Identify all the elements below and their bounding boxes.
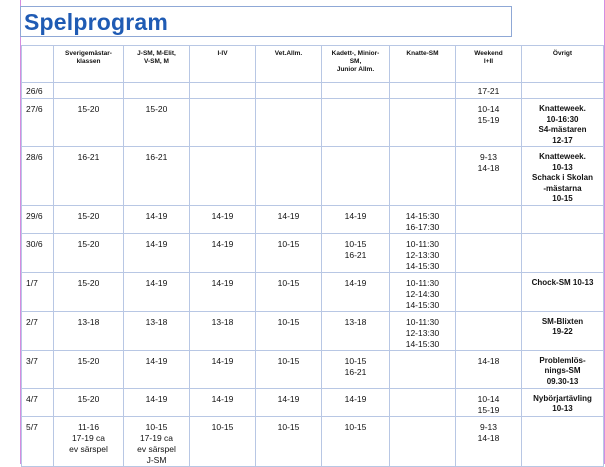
time-cell: 14-19 xyxy=(124,272,190,311)
schedule-row xyxy=(22,311,604,350)
title-box xyxy=(20,6,512,37)
time-cell xyxy=(190,99,256,147)
time-cell: 14-19 xyxy=(190,205,256,233)
time-cell xyxy=(390,416,456,466)
schedule-row xyxy=(22,416,604,466)
time-cell xyxy=(390,99,456,147)
column-header: J-SM, M-Elit, V-SM, M xyxy=(124,46,190,83)
schedule-row xyxy=(22,205,604,233)
date-cell: 3/7 xyxy=(22,350,54,388)
date-cell: 2/7 xyxy=(22,311,54,350)
date-cell: 27/6 xyxy=(22,99,54,147)
time-cell xyxy=(322,99,390,147)
schedule-row xyxy=(22,233,604,272)
time-cell xyxy=(522,233,604,272)
time-cell: 10-14 15-19 xyxy=(456,99,522,147)
time-cell: 10-11:30 12-13:30 14-15:30 xyxy=(390,311,456,350)
column-header: Övrigt xyxy=(522,46,604,83)
time-cell: 14-19 xyxy=(322,205,390,233)
column-header: Kadett-, Minior- SM, Junior Allm. xyxy=(322,46,390,83)
header-row xyxy=(22,46,604,83)
time-cell: Knatteweek. 10-16:30 S4-mästaren 12-17 xyxy=(522,99,604,147)
time-cell: 14-19 xyxy=(124,233,190,272)
time-cell xyxy=(456,272,522,311)
schedule-row xyxy=(22,83,604,99)
time-cell: 17-21 xyxy=(456,83,522,99)
time-cell: 15-20 xyxy=(54,99,124,147)
schedule-row xyxy=(22,350,604,388)
time-cell: Chock-SM 10-13 xyxy=(522,272,604,311)
time-cell: 10-15 xyxy=(256,233,322,272)
time-cell: 13-18 xyxy=(124,311,190,350)
schedule-table xyxy=(21,45,604,467)
schedule-row xyxy=(22,99,604,147)
time-cell: 15-20 xyxy=(54,233,124,272)
time-cell: 14-19 xyxy=(256,388,322,416)
time-cell: 10-15 17-19 ca ev särspel J-SM xyxy=(124,416,190,466)
date-cell: 26/6 xyxy=(22,83,54,99)
time-cell xyxy=(124,83,190,99)
time-cell: 10-15 xyxy=(256,350,322,388)
time-cell xyxy=(322,147,390,206)
time-cell: 10-14 15-19 xyxy=(456,388,522,416)
time-cell xyxy=(256,83,322,99)
column-header: Sverigemästar- klassen xyxy=(54,46,124,83)
time-cell: 10-15 16-21 xyxy=(322,233,390,272)
time-cell: 14-19 xyxy=(190,233,256,272)
column-header: I-IV xyxy=(190,46,256,83)
time-cell: 16-21 xyxy=(54,147,124,206)
time-cell: SM-Blixten 19-22 xyxy=(522,311,604,350)
date-cell: 28/6 xyxy=(22,147,54,206)
time-cell: 13-18 xyxy=(54,311,124,350)
time-cell: 13-18 xyxy=(322,311,390,350)
time-cell: Problemlös- nings-SM 09.30-13 xyxy=(522,350,604,388)
time-cell: 13-18 xyxy=(190,311,256,350)
schedule-row xyxy=(22,388,604,416)
time-cell: 10-15 xyxy=(190,416,256,466)
time-cell: 14-19 xyxy=(322,388,390,416)
time-cell: 14-15:30 16-17:30 xyxy=(390,205,456,233)
time-cell: 9-13 14-18 xyxy=(456,416,522,466)
time-cell: 11-16 17-19 ca ev särspel xyxy=(54,416,124,466)
time-cell xyxy=(522,83,604,99)
time-cell: 14-19 xyxy=(124,388,190,416)
time-cell: 14-18 xyxy=(456,350,522,388)
time-cell xyxy=(190,147,256,206)
time-cell xyxy=(522,416,604,466)
schedule-row xyxy=(22,147,604,206)
time-cell xyxy=(522,205,604,233)
time-cell: 10-15 16-21 xyxy=(322,350,390,388)
date-cell: 4/7 xyxy=(22,388,54,416)
time-cell: 14-19 xyxy=(124,350,190,388)
column-header xyxy=(22,46,54,83)
column-header: Vet.Allm. xyxy=(256,46,322,83)
time-cell: 10-11:30 12-14:30 14-15:30 xyxy=(390,272,456,311)
column-header: Knatte-SM xyxy=(390,46,456,83)
time-cell xyxy=(390,388,456,416)
time-cell: Nybörjartävling 10-13 xyxy=(522,388,604,416)
time-cell xyxy=(390,147,456,206)
date-cell: 29/6 xyxy=(22,205,54,233)
date-cell: 30/6 xyxy=(22,233,54,272)
time-cell: 14-19 xyxy=(190,272,256,311)
time-cell: 15-20 xyxy=(54,205,124,233)
column-header: Weekend I+II xyxy=(456,46,522,83)
time-cell: 14-19 xyxy=(124,205,190,233)
schedule-row xyxy=(22,272,604,311)
time-cell: 14-19 xyxy=(190,350,256,388)
time-cell xyxy=(256,99,322,147)
time-cell: 15-20 xyxy=(54,272,124,311)
time-cell xyxy=(256,147,322,206)
time-cell: 14-19 xyxy=(190,388,256,416)
time-cell: 15-20 xyxy=(54,388,124,416)
time-cell: 10-15 xyxy=(256,416,322,466)
time-cell xyxy=(456,233,522,272)
date-cell: 1/7 xyxy=(22,272,54,311)
time-cell: 10-15 xyxy=(322,416,390,466)
time-cell xyxy=(54,83,124,99)
time-cell: 15-20 xyxy=(54,350,124,388)
time-cell xyxy=(456,311,522,350)
time-cell xyxy=(322,83,390,99)
time-cell: 10-11:30 12-13:30 14-15:30 xyxy=(390,233,456,272)
time-cell xyxy=(456,205,522,233)
time-cell: 10-15 xyxy=(256,311,322,350)
time-cell: 14-19 xyxy=(322,272,390,311)
date-cell: 5/7 xyxy=(22,416,54,466)
time-cell: 16-21 xyxy=(124,147,190,206)
page-title: Spelprogram xyxy=(24,9,169,35)
time-cell xyxy=(190,83,256,99)
time-cell: 9-13 14-18 xyxy=(456,147,522,206)
time-cell: Knatteweek. 10-13 Schack i Skolan -mästarna 10-15 xyxy=(522,147,604,206)
schedule-body xyxy=(22,83,604,467)
time-cell: 10-15 xyxy=(256,272,322,311)
time-cell: 15-20 xyxy=(124,99,190,147)
time-cell xyxy=(390,350,456,388)
time-cell xyxy=(390,83,456,99)
time-cell: 14-19 xyxy=(256,205,322,233)
